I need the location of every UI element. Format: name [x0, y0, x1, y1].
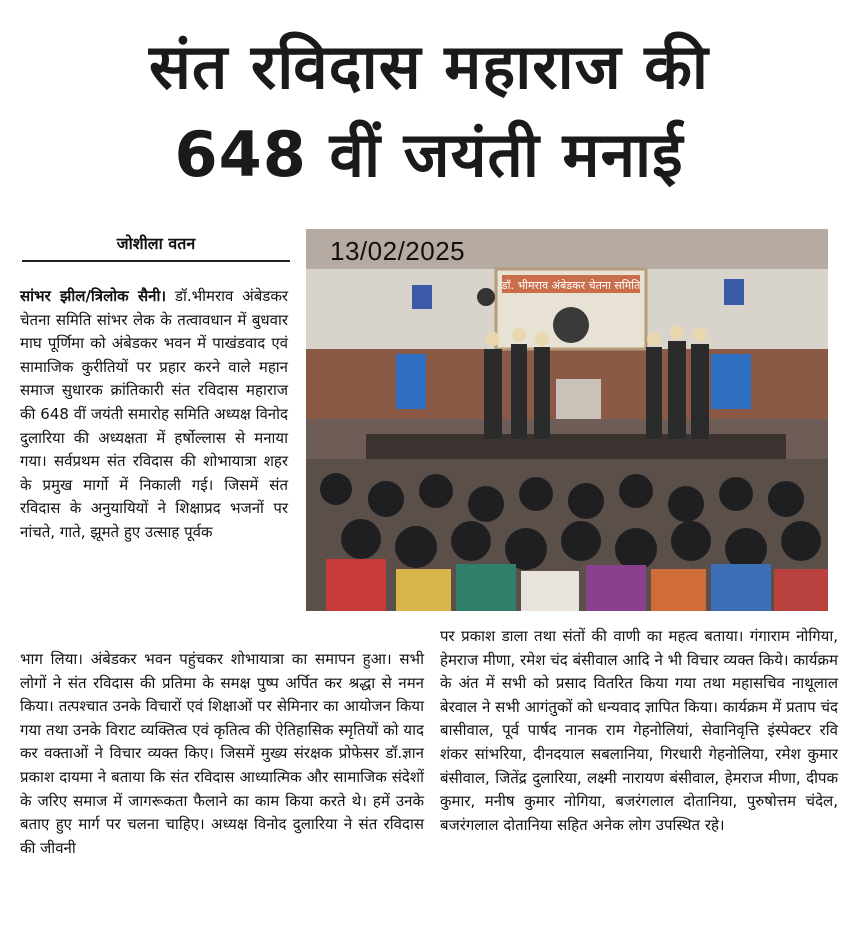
article-column-left-top	[20, 285, 288, 545]
byline: जोशीला वतन	[22, 232, 290, 262]
article-text-left-bottom: भाग लिया। अंबेडकर भवन पहुंचकर शोभायात्रा का समापन हुआ। सभी लोगों ने संत रविदास की प्रतिमा के समक्ष पुष्प अर्पित कर श्रद्धा से नमन किया। तत्पश्चात उनके विचारों एवं शिक्षाओं पर सेमिनार का आयोजन किया गया तथा उनके विराट व्यक्तित्व एवं कृतित्व की ऐतिहासिक स्मृतियों को याद कर वक्ताओं ने विचार व्यक्त किए। जिसमें मुख्य संरक्षक प्रोफेसर डॉ.ज्ञान प्रकाश दायमा ने बताया कि संत रविदास आध्यात्मिक और सामाजिक संदेशों के जरिए समाज में जागरूकता फैलाने का काम किया करते थे। हमें उनके बताए हुए मार्ग पर चलना चाहिए। अध्यक्ष विनोद दुलारिया ने संत रविदास की जीवनी	[20, 650, 424, 857]
event-photo-illustration	[306, 229, 828, 611]
article-column-right	[440, 625, 838, 837]
article-column-left-bottom	[20, 648, 424, 860]
event-photo	[306, 229, 828, 611]
banner-text: डॉ. भीमराव अंबेडकर चेतना समिति	[501, 279, 641, 292]
headline-line-1: संत रविदास महाराज की	[149, 30, 709, 103]
article-text-left-top: डॉ.भीमराव अंबेडकर चेतना समिति सांभर लेक के तत्वावधान में बुधवार माघ पूर्णिमा को अंबेडकर भवन में पाखंडवाद एवं सामाजिक कुरीतियों पर प्रहार करने वाले महान समाज सुधारक क्रांतिकारी संत रविदास महाराज की 648 वीं जयंती समारोह समिति अध्यक्ष विनोद दुलारिया की अध्यक्षता में हर्षोल्लास से मनाया गया। सर्वप्रथम संत रविदास की शोभायात्रा शहर के प्रमुख मार्गो में निकाली गई। जिसमें संत रविदास के अनुयायियों ने शिक्षाप्रद भजनों पर नांचते, गाते, झूमते हुए उत्साह पूर्वक	[20, 287, 288, 541]
article-lead: सांभर झील/त्रिलोक सैनी।	[20, 287, 167, 305]
headline-line-2: 648 वीं जयंती मनाई	[174, 118, 684, 191]
date-stamp: 13/02/2025	[330, 236, 466, 266]
article-text-right: पर प्रकाश डाला तथा संतों की वाणी का महत्व बताया। गंगाराम नोगिया, हेमराज मीणा, रमेश चंद बंसीवाल आदि ने भी विचार व्यक्त किये। कार्यक्रम के अंत में सभी को प्रसाद वितरित किया गया तथा महासचिव नाथूलाल बेरवाल ने सभी आगंतुकों को धन्यवाद ज्ञापित किया। कार्यक्रम में प्रताप चंद बासीवाल, पूर्व पार्षद नानक राम गेहनोलियां, सेवानिवृत्ति इंस्पेक्टर रवि शंकर सांभरिया, दीनदयाल सबलानिया, गिरधारी गेहनोलिया, रमेश कुमार बंसीवाल, जितेंद्र दुलारिया, लक्ष्मी नारायण बंसीवाल, हेमराज मीणा, दीपक कुमार, मनीष कुमार नोगिया, बजरंगलाल दोतानिया, पुरुषोत्तम चंदेल, बजरंगलाल दोतानिया सहित अनेक लोग उपस्थित रहे।	[440, 627, 838, 834]
